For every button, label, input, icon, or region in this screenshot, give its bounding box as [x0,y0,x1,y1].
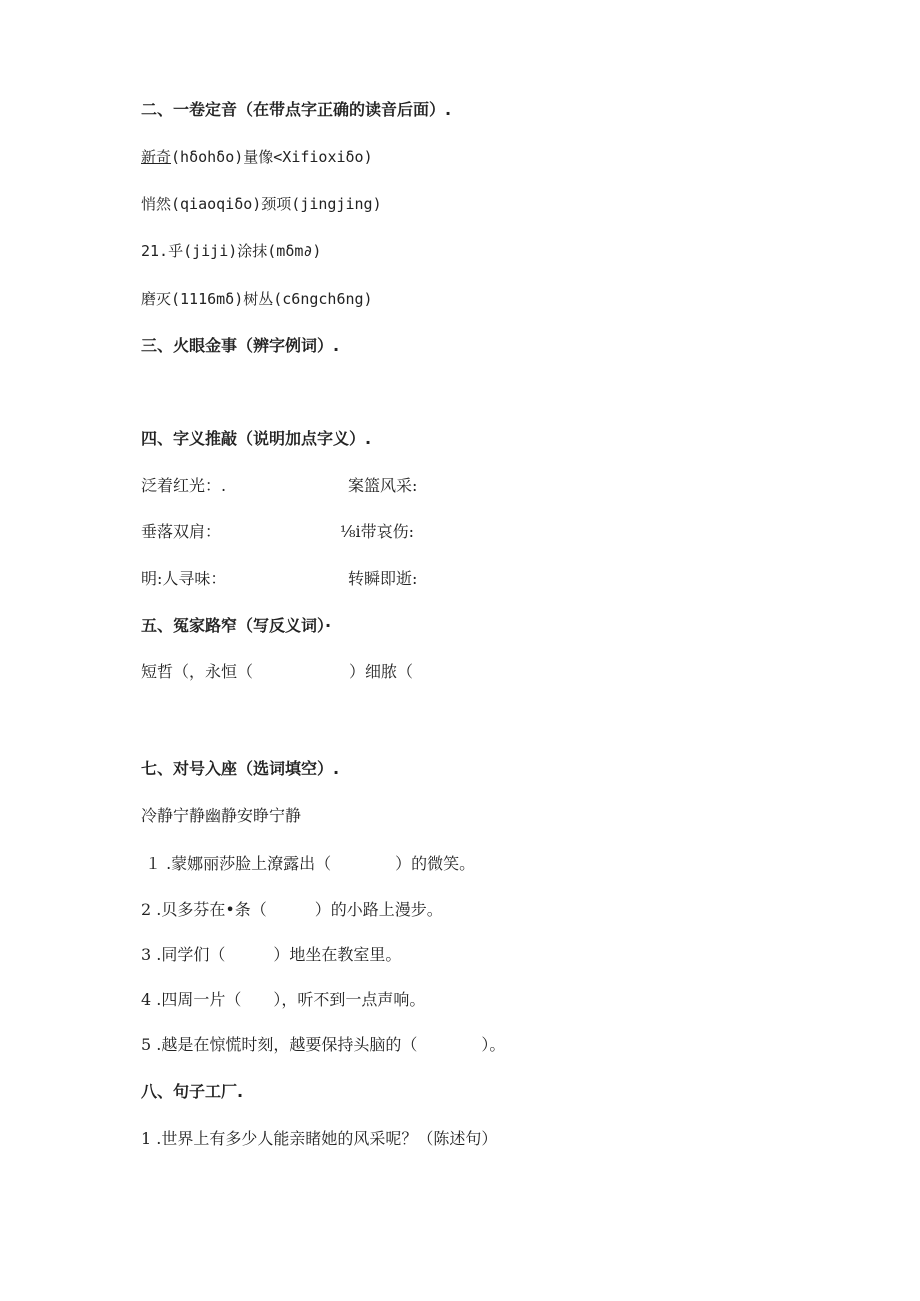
word-bank: 冷静宁静幽静安睁宁静 [141,806,302,825]
meaning-row-1-left: 泛着红光：. [141,476,227,495]
sentence-item-1: 1 .世界上有多少人能亲睹她的风采呢？（陈述句） [141,1129,498,1148]
fill-item-5: 5 .越是在惊慌时刻，越要保持头脑的（ ）。 [141,1035,506,1054]
antonym-line: 短哲（，永恒（ ）细脓（ [141,662,414,681]
pinyin-row-2: 悄然(qiaoqiδo)颈项(jingjing) [141,195,382,213]
fill-item-2: 2 .贝多芬在•条（ ）的小路上漫步。 [141,900,443,919]
pinyin-row-1-rest: (hδohδo)量像<Xifioxiδo) [171,148,373,166]
heading-section-3: 三、火眼金事（辨字例词）. [141,336,340,355]
heading-section-4: 四、字义推敲（说明加点字义）. [141,429,372,448]
heading-section-5: 五、冤家路窄（写反义词）· [141,616,332,635]
fill-item-1: １ .蒙娜丽莎脸上潦露出（ ）的微笑。 [145,854,476,873]
heading-section-8: 八、句子工厂. [141,1082,244,1101]
pinyin-row-3: 21.乎(jiji)涂抹(mδm∂) [141,242,322,260]
meaning-row-3-right: 转瞬即逝: [348,569,418,588]
meaning-row-2-left: 垂落双肩： [141,522,222,541]
meaning-row-1-right: 案篮风采: [348,476,418,495]
pinyin-row-1 [141,147,373,167]
meaning-row-2-right: ⅛i带哀伤: [340,522,415,541]
heading-section-2: 二、一卷定音（在带点字正确的读音后面）. [141,100,452,119]
fill-item-3: 3 .同学们（ ）地坐在教室里。 [141,945,402,964]
fill-item-4: 4 .四周一片（ ），听不到一点声响。 [141,990,426,1009]
pinyin-row-4: 磨灭(1116mδ)树丛(c6ngch6ng) [141,290,373,308]
heading-section-7: 七、对号入座（选词填空）. [141,759,340,778]
meaning-row-3-left: 明:人寻味： [141,569,227,588]
underlined-word: 新奇 [141,148,172,166]
